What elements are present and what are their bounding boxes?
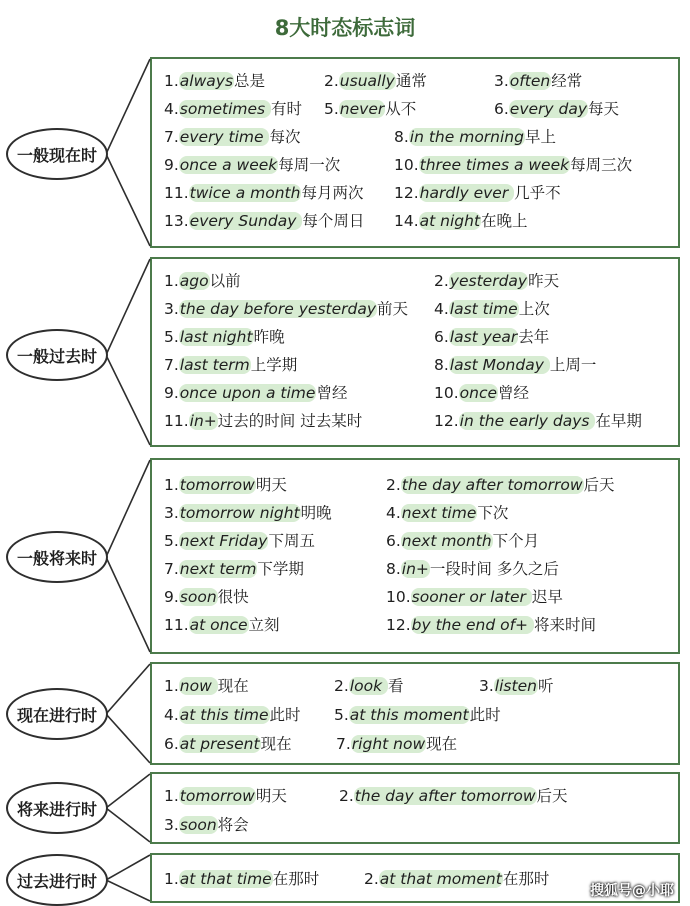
connector-line [106, 259, 150, 355]
signal-word: 12.by the end of+ 将来时间 [386, 616, 596, 634]
signal-word: 11.in+过去的时间 过去某时 [164, 412, 363, 430]
signal-word: 3.the day before yesterday前天 [164, 300, 409, 318]
tense-label: 过去进行时 [6, 854, 108, 906]
signal-word: 1.always总是 [164, 72, 266, 90]
signal-word: 1.tomorrow明天 [164, 476, 287, 494]
signal-word: 14.at night在晚上 [394, 212, 528, 230]
connector-line [106, 154, 150, 246]
signal-word: 9.once upon a time曾经 [164, 384, 348, 402]
signal-word: 6.last year去年 [434, 328, 550, 346]
tense-label: 现在进行时 [6, 688, 108, 740]
signal-word: 1.now 现在 [164, 677, 249, 695]
signal-word: 10.sooner or later 迟早 [386, 588, 563, 606]
signal-word: 12.in the early days 在早期 [434, 412, 642, 430]
signal-word: 6.every day每天 [494, 100, 620, 118]
signal-word: 8.in the morning早上 [394, 128, 556, 146]
signal-word: 3.soon将会 [164, 816, 249, 834]
connector-line [106, 557, 150, 652]
connector-line [106, 808, 150, 842]
signal-word: 3.tomorrow night明晚 [164, 504, 332, 522]
signal-word: 2.yesterday昨天 [434, 272, 560, 290]
signal-word: 5.at this moment此时 [334, 706, 501, 724]
signal-word: 2.usually通常 [324, 72, 427, 90]
signal-word: 7.right now现在 [336, 735, 458, 753]
tense-label: 一般过去时 [6, 329, 108, 381]
connector-line [106, 460, 150, 557]
signal-word: 6.next month下个月 [386, 532, 540, 550]
signal-word: 2.look 看 [334, 677, 404, 695]
connector-line [106, 59, 150, 154]
connector-line [106, 774, 150, 808]
tense-label: 一般将来时 [6, 531, 108, 583]
signal-word: 3.listen听 [479, 677, 554, 695]
connector-line [106, 664, 150, 714]
tense-label: 一般现在时 [6, 128, 108, 180]
signal-word: 5.next Friday下周五 [164, 532, 315, 550]
connector-line [106, 880, 150, 901]
tense-label: 将来进行时 [6, 782, 108, 834]
signal-word: 4.sometimes 有时 [164, 100, 303, 118]
signal-word: 9.soon很快 [164, 588, 249, 606]
signal-word: 2.the day after tomorrow后天 [339, 787, 568, 805]
signal-word: 3.often经常 [494, 72, 583, 90]
signal-word: 8.last Monday 上周一 [434, 356, 597, 374]
connector-line [106, 855, 150, 880]
signal-word: 9.once a week每周一次 [164, 156, 341, 174]
signal-word: 5.last night昨晚 [164, 328, 285, 346]
signal-word: 6.at present现在 [164, 735, 292, 753]
signal-word: 7.last term上学期 [164, 356, 298, 374]
signal-word: 1.at that time在那时 [164, 870, 320, 888]
signal-word: 1.tomorrow明天 [164, 787, 287, 805]
signal-word: 2.the day after tomorrow后天 [386, 476, 615, 494]
signal-word: 12.hardly ever 几乎不 [394, 184, 561, 202]
signal-word: 11.twice a month每月两次 [164, 184, 364, 202]
connector-line [106, 714, 150, 763]
watermark: 搜狐号@小耶 [590, 883, 674, 899]
signal-word: 11.at once立刻 [164, 616, 280, 634]
signal-word: 13.every Sunday 每个周日 [164, 212, 365, 230]
signal-word: 2.at that moment在那时 [364, 870, 550, 888]
connector-line [106, 355, 150, 445]
signal-word: 4.next time下次 [386, 504, 509, 522]
signal-word: 5.never从不 [324, 100, 417, 118]
signal-word: 10.once曾经 [434, 384, 530, 402]
signal-word: 4.at this time此时 [164, 706, 301, 724]
page-title: 8大时态标志词 [274, 16, 416, 40]
signal-word: 7.every time 每次 [164, 128, 301, 146]
signal-word: 4.last time上次 [434, 300, 550, 318]
signal-word: 1.ago以前 [164, 272, 241, 290]
signal-word: 10.three times a week每周三次 [394, 156, 633, 174]
signal-word: 8.in+一段时间 多久之后 [386, 560, 559, 578]
signal-word: 7.next term下学期 [164, 560, 304, 578]
